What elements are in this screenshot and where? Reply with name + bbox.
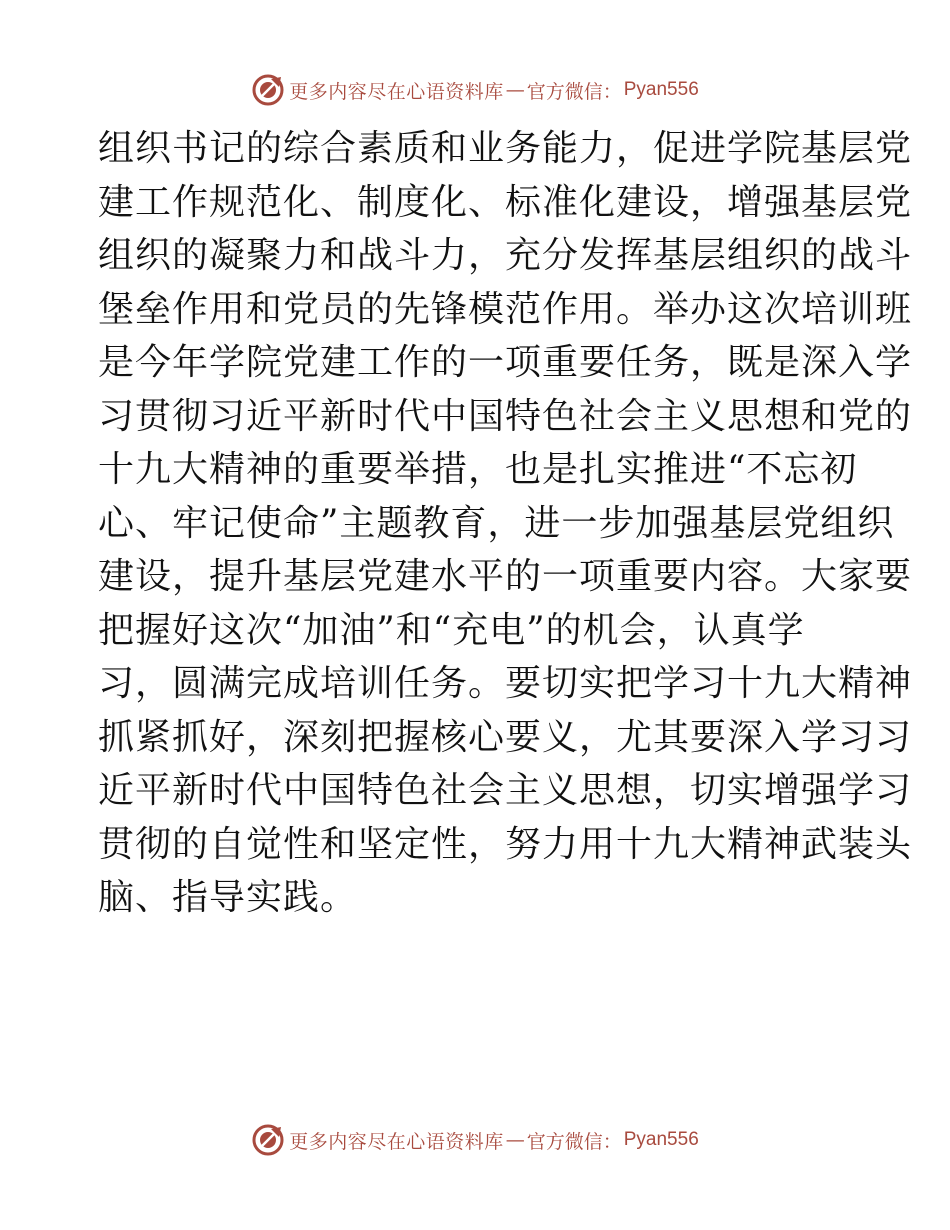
brand-logo-icon — [251, 1123, 285, 1157]
watermark-wechat-id: Pyan556 — [623, 1129, 699, 1150]
brand-logo-icon — [251, 73, 285, 107]
body-line: 贯彻的自觉性和坚定性，努力用十九大精神武装头 — [98, 823, 913, 865]
watermark-text: 更多内容尽在心语资料库 — [289, 1130, 504, 1153]
footer-watermark — [0, 1122, 950, 1158]
body-line: 抓紧抓好，深刻把握核心要义，尤其要深入学习习 — [98, 716, 913, 758]
body-line: 堡垒作用和党员的先锋模范作用。举办这次培训班 — [98, 288, 913, 330]
body-line: 建设，提升基层党建水平的一项重要内容。大家要 — [98, 556, 913, 597]
watermark-wechat-label: 官方微信： — [526, 80, 622, 103]
body-line: 脑、指导实践。 — [98, 877, 358, 918]
body-line: 组织的凝聚力和战斗力，充分发挥基层组织的战斗 — [98, 235, 913, 276]
watermark-wechat-id: Pyan556 — [623, 79, 699, 100]
watermark-dash: — — [505, 79, 525, 101]
body-paragraph — [98, 122, 913, 925]
body-line: 心、牢记使命”主题教育，进一步加强基层党组织 — [98, 502, 895, 544]
body-line: 习贯彻习近平新时代中国特色社会主义思想和党的 — [98, 395, 913, 437]
watermark-dash: — — [505, 1129, 525, 1151]
body-line: 建工作规范化、制度化、标准化建设，增强基层党 — [98, 181, 913, 223]
watermark-text: 更多内容尽在心语资料库 — [289, 80, 504, 103]
header-watermark — [0, 72, 950, 108]
body-line: 近平新时代中国特色社会主义思想，切实增强学习 — [98, 770, 913, 811]
body-line: 把握好这次“加油”和“充电”的机会，认真学 — [98, 609, 805, 651]
body-line: 习，圆满完成培训任务。要切实把学习十九大精神 — [98, 663, 913, 704]
body-line: 组织书记的综合素质和业务能力，促进学院基层党 — [98, 128, 913, 169]
body-line: 是今年学院党建工作的一项重要任务，既是深入学 — [98, 342, 913, 383]
watermark-wechat-label: 官方微信： — [526, 1130, 622, 1153]
body-line: 十九大精神的重要举措，也是扎实推进“不忘初 — [98, 449, 858, 490]
